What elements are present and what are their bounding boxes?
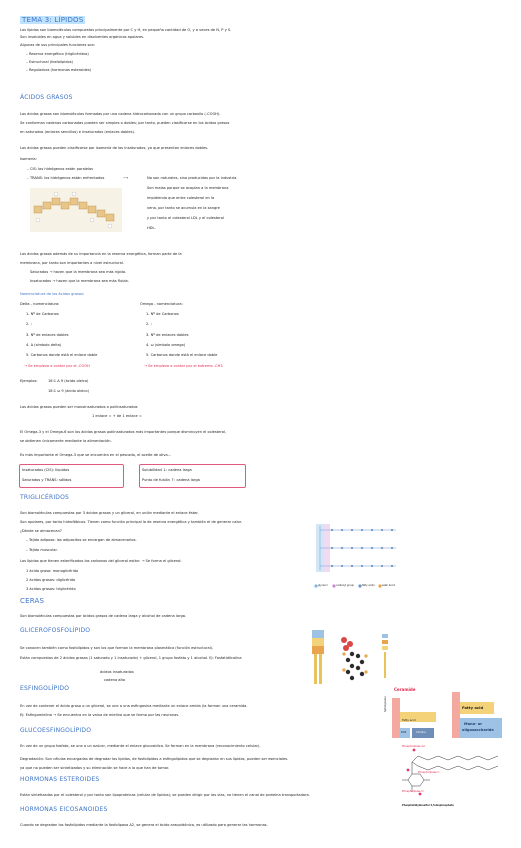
fatty-acid-label: Fatty acid	[402, 718, 416, 722]
text-line: en saturados (enlaces sencillos) e insaturados (enlaces dobles).	[20, 130, 136, 134]
page-title: TEMA 3: LÍPIDOS	[22, 16, 84, 24]
text-line: Son biomoléculas compuestas por 3 ácidos grasos y un glicerol, en unión mediante el enlace éster.	[20, 511, 199, 515]
intro-line: – Reserva energética (triglicéridos)	[26, 52, 89, 56]
text-line: Saturados → hacen que la membrana sea más rígida.	[30, 270, 127, 274]
box-line: Insaturados (CIS): líquidos	[22, 468, 70, 472]
text-line: Están sintetizadas por el colesterol y por tanto son lipoproteicas (celular de lípidos); se pueden dirigir por las vías, no tienen el canal de proteína transportadora.	[20, 793, 310, 797]
example-2: 18:1 ω 9 (ácido oleico)	[48, 389, 89, 393]
intro-line: – Estructural (fosfolípidos)	[26, 60, 73, 64]
legend-ester-bond: ester bond	[382, 584, 395, 587]
nomenclature-title: Nomenclatura de los ácidos grasos:	[20, 292, 85, 296]
section-heading: GLUCOESFINGOLÍPIDO	[20, 727, 92, 734]
omega-item: 2. :	[146, 322, 152, 326]
text-line: Se conocen también como fosfolípidos y son los que forman la membrana plasmática (función estructural).	[20, 646, 214, 650]
trans-note-line: Son malas porque se acoplan a la membrana	[147, 186, 229, 190]
delta-heading: Delta - nomenclatura:	[20, 302, 60, 306]
intro-line: Los lípidos son biomoléculas compuestas principalmente por C y H, en pequeña cantidad de O, y a veces de N, P y S.	[20, 28, 232, 32]
text-line: Los lípidos que tienen esterificados los carbonos del glicerol están: → Se forma el glicerol:	[20, 559, 182, 563]
text-line: En vez de contener el ácido graso o un glicerol, se une a una esfingosina mediante un enlace amida (la forman una ceramida.	[20, 704, 248, 708]
omega-item: 1. Nº de Carbonos	[146, 312, 179, 316]
trans-note-line: No son naturales, sino producidas por la industria.	[147, 176, 238, 180]
text-line: ya que no pueden ser sintetizados y su eliminación se hace a la que han de tomar.	[20, 766, 170, 770]
trans-note-line: y por tanto el colesterol LDL y el colesterol	[147, 216, 224, 220]
section-heading: ÁCIDOS GRASOS	[20, 94, 73, 101]
omega-item: 5. Carbonos donde está el enlace doble	[146, 353, 218, 357]
phosphatidylinositol-diagram	[398, 744, 510, 808]
delta-item: 5. Carbonos donde está el enlace doble	[26, 353, 98, 357]
section-heading: CERAS	[20, 597, 45, 605]
delta-item: 1. Nº de Carbonos	[26, 312, 59, 316]
text-line: Son apolares, por tanto hidrofóbicos. Tienen como función principal la de reserva energética y también el de generar calor.	[20, 520, 242, 524]
phospholipase-d-label: Phospholipase D	[402, 790, 424, 793]
text-line: Ej: Esfingomielina → Se encuentra en la vaina de mielina que se forma por las neuronas.	[20, 713, 180, 717]
delta-item: 2. :	[26, 322, 32, 326]
box-line: Solubilidad ↓: cadena larga	[142, 468, 192, 472]
omega-note: → Se empieza a contar por el extremo -CH3	[144, 364, 223, 368]
trans-note-line: impidiendo que entre colesterol en la	[147, 196, 215, 200]
text-line: En vez de un grupo fosfato, se une a un azúcar, mediante el enlace glucosídico. Se forman en la membrana (reconocimiento celular).	[20, 744, 261, 748]
po4-label: PO4	[401, 731, 407, 734]
phospholipase-c-label: Phospholipase C	[418, 771, 440, 774]
legend-fatty-acids: fatty acids	[362, 584, 375, 587]
omega-item: 3. Nº de enlaces dobles	[146, 333, 189, 337]
legend-carboxyl: carboxyl group	[336, 584, 354, 587]
text-line: 1 enlace = + de 1 enlace =	[92, 414, 142, 418]
text-line: Están compuestos de 2 ácidos grasos (1 saturado y 1 insaturado) + glicerol, 1 grupo fosfato y 1 alcohol. Ej: Fosfatidilcolina	[20, 656, 242, 660]
delta-item: 4. Δ (símbolo delta)	[26, 343, 62, 347]
section-heading: HORMONAS ESTEROIDES	[20, 776, 100, 783]
text-line: se obtienen únicamente mediante la alimentación.	[20, 439, 112, 443]
phospholipid-diagram	[308, 626, 404, 686]
mono-label: Mono- or	[464, 722, 483, 726]
trans-note-line: vena, por tanto se acumula en la sangre	[147, 206, 220, 210]
arrow-icon: ⟶	[123, 176, 129, 180]
section-heading: HORMONAS EICOSANOIDES	[20, 806, 108, 813]
intro-line: Son insolubles en agua y solubles en disolventes orgánicos apolares.	[20, 35, 145, 39]
text-line: Degradación: Son células encargadas de degradar los lípidos, de fosfolípidos a esfingolípidos que se degradan en sus lípidos, pueden ser esenciales.	[20, 757, 289, 761]
text-line: Isomería:	[20, 157, 37, 161]
example-1: 18:1 Δ 9 (ácido oleico)	[48, 379, 89, 383]
trans-note-line: HDL.	[147, 226, 156, 230]
text-line: Son biomoléculas compuestas por ácidos grasos de cadena larga y alcohol de cadena larga.	[20, 614, 187, 618]
text-line: – Tejido muscular.	[26, 548, 58, 552]
examples-label: Ejemplos:	[20, 379, 38, 383]
text-line: – Tejido adiposo: los adipocitos se encargan de almacenarlos.	[26, 538, 137, 542]
section-heading: ESFINGOLÍPIDO	[20, 685, 70, 692]
delta-item: 3. Nº de enlaces dobles	[26, 333, 69, 337]
text-line: ¿Dónde se almacenan?	[20, 529, 62, 533]
fatty-acid-chain-image	[30, 188, 122, 232]
text-line: Cuando se degradan los fosfolípidos mediante la fosfolipasa A2, se genera el ácido araquidónico, es utilizado para generar las hormonas.	[20, 823, 268, 827]
text-line: El Omega-3 y el Omega-6 son los ácidos grasos poliinsaturados más importantes porque disminuyen el colesterol,	[20, 430, 227, 434]
text-line: Se conforman cadenas carbonadas pueden ser simples o dobles; por tanto, pueden clasificarse en los ácidos grasos	[20, 121, 230, 125]
omega-heading: Omega - nomenclatura:	[140, 302, 183, 306]
section-heading: TRIGLICÉRIDOS	[20, 494, 70, 501]
section-heading: GLICEROFOSFOLÍPIDO	[20, 627, 91, 634]
ceramide-label: Ceramide	[394, 687, 416, 692]
fatty-acid-label-2: Fatty acid	[462, 705, 484, 710]
triglyceride-diagram	[312, 522, 404, 592]
text-line: 3 ácidos grasos: triglicérido	[26, 587, 76, 591]
text-line: Los ácidos grasos son biomoléculas formadas por una cadena hidrocarbonada con un grupo carboxilo (-COOH).	[20, 112, 221, 116]
sphingosine-label: Sphingosine	[384, 696, 387, 712]
text-line: Los ácidos grasos pueden clasificarse por isomería de los insaturados, ya que presentan enlaces dobles.	[20, 146, 209, 150]
text-line: 1 ácido graso: monoglicérido	[26, 569, 79, 573]
intro-line: – Reguladora (hormonas esteroides)	[26, 68, 92, 72]
box-line: Saturados y TRANS: sólidos	[22, 478, 72, 482]
text-line: Los ácidos grasos pueden ser monoinsaturados o poliinsaturados	[20, 405, 138, 409]
legend-glycerol: glycerol	[318, 584, 328, 587]
text-line: Insaturados → hacen que la membrana sea más fluida.	[30, 279, 129, 283]
pip2-label: Phosphatidylinositol 4,5-bisphosphate	[402, 804, 454, 807]
box-line: Punto de fusión ↑: cadena larga	[142, 478, 200, 482]
text-line: Es más importante el Omega-3 que se encuentra en el pescado, el aceite de oliva...	[20, 453, 172, 457]
text-line: 2 ácidos grasos: diglicérido	[26, 578, 76, 582]
text-line: – TRANS: los hidrógenos están enfrentados	[27, 176, 105, 180]
oligosaccharide-label: oligosaccharide	[462, 728, 494, 732]
text-line: membrana, por tanto son importantes a nivel estructural.	[20, 261, 124, 265]
text-line: – CIS: los hidrógenos están paralelos	[27, 167, 94, 171]
choline-label: Choline	[416, 731, 426, 734]
delta-note: → Se empieza a contar por el -COOH	[24, 364, 90, 368]
text-line: Los ácidos grasos además de su importancia en la reserva energética, forman parte de la	[20, 252, 182, 256]
phospholipase-a2-label: Phospholipase A2	[402, 745, 425, 748]
intro-line: Algunas de sus principales funciones son:	[20, 43, 96, 47]
omega-item: 4. ω (símbolo omega)	[146, 343, 186, 347]
annotation-line: cadena alta	[104, 678, 126, 682]
annotation-line: ácidos insaturados	[100, 670, 134, 674]
